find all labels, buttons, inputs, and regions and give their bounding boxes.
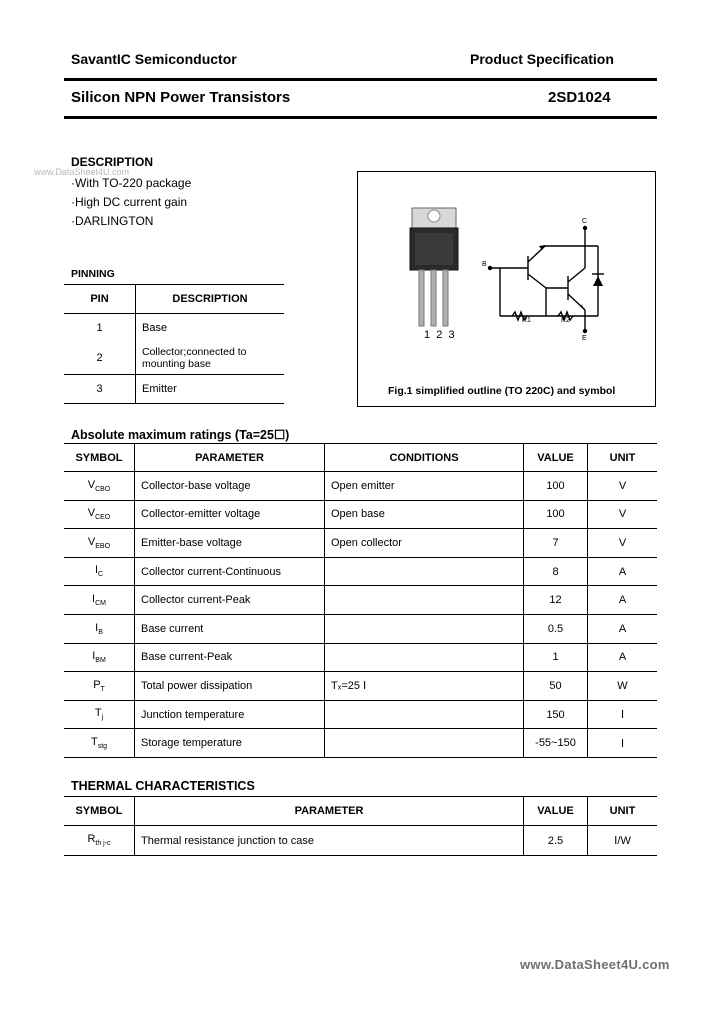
- symbol-sub: CBO: [95, 485, 111, 493]
- rating-symbol: [64, 586, 135, 615]
- to220-package-image: [406, 202, 466, 332]
- rating-parameter: Collector-base voltage: [135, 472, 325, 501]
- rating-value: 7: [524, 529, 588, 558]
- symbol-sub: th j-c: [95, 840, 111, 848]
- company-name: SavantIC Semiconductor: [71, 51, 237, 67]
- conditions-header: CONDITIONS: [325, 444, 524, 472]
- rating-condition: [325, 729, 524, 758]
- table-row: [64, 343, 284, 375]
- symbol-main: R: [87, 833, 96, 846]
- rating-condition: [325, 700, 524, 729]
- symbol-sub: CEO: [95, 514, 111, 522]
- table-row: [64, 643, 657, 672]
- rating-value: 0.5: [524, 614, 588, 643]
- pinning-header-row: [64, 285, 284, 314]
- rating-symbol: [64, 700, 135, 729]
- rating-condition: [325, 557, 524, 586]
- rating-parameter: Storage temperature: [135, 729, 325, 758]
- thermal-header-row: [64, 797, 657, 826]
- rating-symbol: [64, 729, 135, 758]
- pin-desc-header: DESCRIPTION: [136, 285, 285, 314]
- rating-symbol: [64, 614, 135, 643]
- rating-symbol: [64, 557, 135, 586]
- parameter-header: PARAMETER: [135, 444, 325, 472]
- rating-unit: V: [588, 500, 658, 529]
- value-header: VALUE: [524, 444, 588, 472]
- symbol-sub: stg: [97, 743, 108, 751]
- thermal-parameter: Thermal resistance junction to case: [135, 826, 524, 856]
- rating-parameter: Emitter-base voltage: [135, 529, 325, 558]
- rating-parameter: Collector current-Continuous: [135, 557, 325, 586]
- rating-unit: A: [588, 643, 658, 672]
- symbol-main: I: [94, 564, 98, 577]
- rating-unit: Ⅰ: [588, 729, 658, 758]
- value-header: VALUE: [524, 797, 588, 826]
- symbol-header: SYMBOL: [64, 797, 135, 826]
- rating-parameter: Collector-emitter voltage: [135, 500, 325, 529]
- symbol-main: T: [90, 736, 98, 749]
- rating-unit: V: [588, 472, 658, 501]
- table-row: [64, 472, 657, 501]
- thermal-symbol: [64, 826, 135, 856]
- rating-symbol: [64, 643, 135, 672]
- description-item: ·High DC current gain: [71, 195, 188, 209]
- symbol-main: V: [87, 535, 96, 548]
- figure-box: [357, 171, 656, 407]
- rating-unit: V: [588, 529, 658, 558]
- symbol-main: P: [93, 678, 101, 691]
- symbol-sub: C: [98, 571, 104, 579]
- rating-symbol: [64, 672, 135, 701]
- rating-parameter: Base current: [135, 614, 325, 643]
- table-row: [64, 826, 657, 856]
- pin-number: 2: [64, 343, 136, 375]
- doc-type: Product Specification: [470, 51, 614, 67]
- pin-number: 3: [64, 375, 136, 404]
- symbol-label-r1: R1: [522, 317, 531, 324]
- rating-value: 100: [524, 472, 588, 501]
- pin-description: Emitter: [136, 375, 285, 404]
- pinning-title: PINNING: [71, 268, 115, 280]
- thermal-table: [64, 796, 657, 856]
- rating-value: 12: [524, 586, 588, 615]
- pin-description: Collector;connected to mounting base: [136, 343, 285, 375]
- rating-value: -55~150: [524, 729, 588, 758]
- table-row: [64, 375, 284, 404]
- description-item: ·With TO-220 package: [71, 176, 192, 190]
- package-pin-labels: 1 2 3: [424, 329, 455, 341]
- footer-watermark: www.DataSheet4U.com: [520, 957, 670, 972]
- header-rule-top: [64, 78, 657, 81]
- symbol-main: I: [92, 593, 96, 606]
- pin-number: 1: [64, 314, 136, 343]
- pin-header: PIN: [64, 285, 136, 314]
- rating-value: 100: [524, 500, 588, 529]
- symbol-label-b: B: [482, 261, 487, 268]
- rating-value: 1: [524, 643, 588, 672]
- table-row: [64, 729, 657, 758]
- symbol-main: I: [95, 621, 99, 634]
- table-row: [64, 529, 657, 558]
- symbol-sub: j: [101, 714, 104, 722]
- table-row: [64, 314, 284, 343]
- table-row: [64, 557, 657, 586]
- parameter-header: PARAMETER: [135, 797, 524, 826]
- symbol-main: I: [92, 650, 96, 663]
- rating-value: 8: [524, 557, 588, 586]
- rating-value: 150: [524, 700, 588, 729]
- part-number: 2SD1024: [548, 89, 611, 106]
- thermal-unit: Ⅰ/W: [588, 826, 658, 856]
- rating-condition: Tₓ=25 Ⅰ: [325, 672, 524, 701]
- rating-unit: A: [588, 614, 658, 643]
- rating-symbol: [64, 529, 135, 558]
- symbol-sub: B: [98, 628, 103, 636]
- description-list: [71, 174, 191, 231]
- symbol-header: SYMBOL: [64, 444, 135, 472]
- symbol-sub: BM: [95, 657, 106, 665]
- rating-condition: [325, 643, 524, 672]
- description-title: DESCRIPTION: [71, 155, 154, 169]
- unit-header: UNIT: [588, 797, 658, 826]
- rating-unit: A: [588, 557, 658, 586]
- thermal-value: 2.5: [524, 826, 588, 856]
- rating-unit: W: [588, 672, 658, 701]
- rating-condition: [325, 586, 524, 615]
- thermal-title: THERMAL CHARACTERISTICS: [71, 779, 255, 793]
- product-line: Silicon NPN Power Transistors: [71, 89, 291, 106]
- description-item: ·DARLINGTON: [71, 214, 154, 228]
- rating-unit: A: [588, 586, 658, 615]
- table-row: [64, 500, 657, 529]
- abs-max-table: [64, 443, 657, 758]
- symbol-label-e: E: [582, 335, 587, 342]
- rating-condition: [325, 614, 524, 643]
- rating-symbol: [64, 500, 135, 529]
- symbol-sub: EBO: [95, 543, 111, 551]
- rating-parameter: Junction temperature: [135, 700, 325, 729]
- rating-symbol: [64, 472, 135, 501]
- pinning-table: [64, 284, 284, 404]
- header-rule-bottom: [64, 116, 657, 119]
- table-row: [64, 614, 657, 643]
- rating-condition: Open base: [325, 500, 524, 529]
- table-row: [64, 700, 657, 729]
- symbol-sub: T: [100, 686, 105, 694]
- darlington-symbol: [480, 216, 610, 346]
- table-row: [64, 672, 657, 701]
- rating-condition: Open collector: [325, 529, 524, 558]
- table-row: [64, 586, 657, 615]
- rating-unit: Ⅰ: [588, 700, 658, 729]
- abs-max-header-row: [64, 444, 657, 472]
- rating-parameter: Base current-Peak: [135, 643, 325, 672]
- rating-parameter: Total power dissipation: [135, 672, 325, 701]
- figure-caption: Fig.1 simplified outline (TO 220C) and symbol: [388, 385, 616, 397]
- symbol-label-r2: R2: [561, 317, 570, 324]
- symbol-main: T: [94, 707, 102, 720]
- pin-description: Base: [136, 314, 285, 343]
- symbol-label-c: C: [582, 218, 588, 225]
- rating-value: 50: [524, 672, 588, 701]
- rating-parameter: Collector current-Peak: [135, 586, 325, 615]
- abs-max-title: Absolute maximum ratings (Ta=25☐): [71, 428, 290, 442]
- symbol-main: V: [87, 478, 96, 491]
- unit-header: UNIT: [588, 444, 658, 472]
- watermark-top: www.DataSheet4U.com: [34, 167, 130, 177]
- rating-condition: Open emitter: [325, 472, 524, 501]
- symbol-sub: CM: [95, 600, 106, 608]
- symbol-main: V: [87, 507, 96, 520]
